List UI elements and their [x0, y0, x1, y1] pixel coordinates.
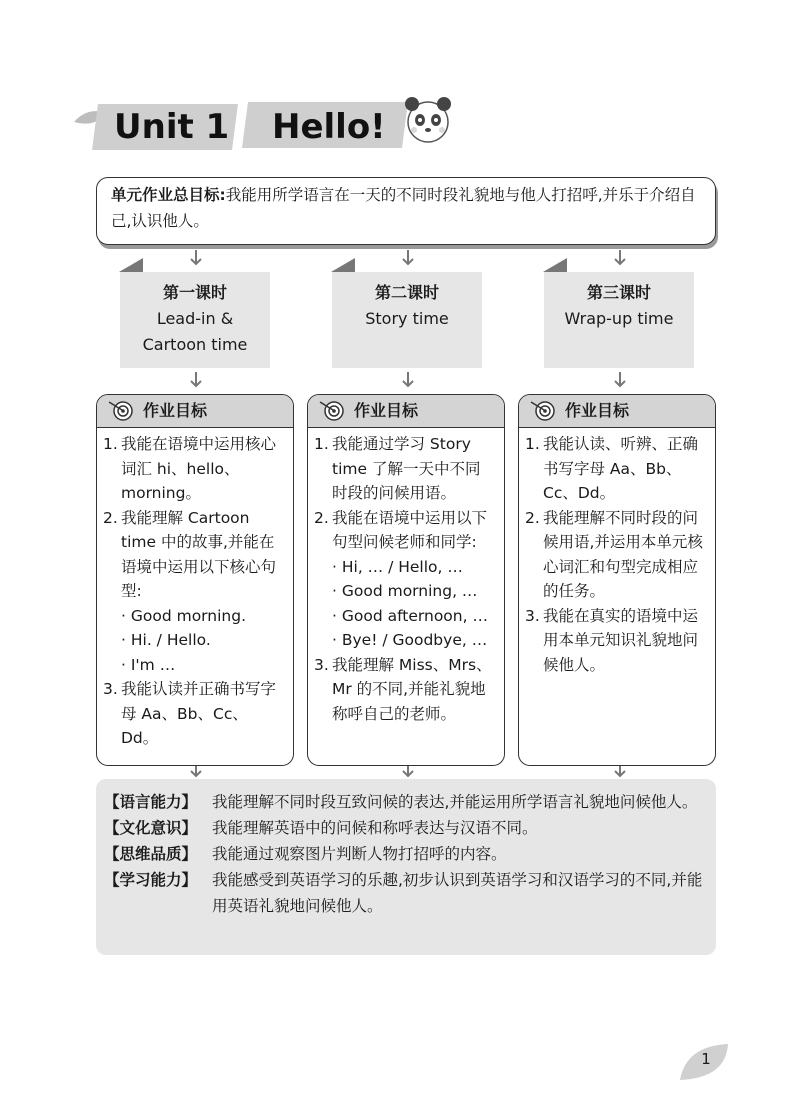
lesson-line: Cartoon time [142, 335, 248, 354]
ability-panel [96, 779, 716, 955]
goal-item [314, 432, 494, 506]
card-body [519, 428, 715, 677]
pattern-bullet: · Bye! / Goodbye, … [332, 631, 488, 649]
goal-item [103, 432, 283, 506]
goal-label: 单元作业总目标: [111, 186, 226, 204]
goal-item [525, 432, 705, 506]
lesson-line: Wrap-up time [564, 309, 674, 328]
goal-item [314, 653, 494, 727]
goal-card-3 [518, 394, 716, 766]
target-icon [318, 400, 346, 422]
item-text: 我能在语境中运用核心词汇 hi、hello、morning。 [121, 435, 277, 502]
arrow-down-icon [615, 250, 625, 264]
lesson-line: Lead-in & [156, 309, 234, 328]
pattern-bullet: · Good morning, … [332, 582, 478, 600]
ability-label: 【学习能力】 [104, 871, 198, 889]
unit-label: Unit 1 [114, 107, 230, 147]
lesson-box-2 [332, 272, 482, 368]
ability-text: 我能理解英语中的问候和称呼表达与汉语不同。 [212, 819, 538, 837]
page-number: 1 [701, 1050, 711, 1068]
fold-corner-icon [119, 258, 143, 272]
goal-card-2 [307, 394, 505, 766]
goal-item [525, 506, 705, 604]
arrow-down-icon [191, 372, 201, 386]
goal-text: 我能用所学语言在一天的不同时段礼貌地与他人打招呼,并乐于介绍自己,认识他人。 [111, 186, 696, 230]
fold-corner-icon [331, 258, 355, 272]
lesson-title: 第一课时 [162, 283, 227, 302]
card-heading [97, 395, 293, 428]
item-number: 3. [103, 680, 118, 698]
lesson-title: 第二课时 [374, 283, 439, 302]
ability-label: 【文化意识】 [104, 819, 198, 837]
item-number: 3. [314, 655, 329, 674]
item-text: 我能通过学习 Story time 了解一天中不同时段的问候用语。 [332, 435, 481, 502]
pattern-bullet: · Hi, … / Hello, … [332, 557, 463, 576]
item-number: 1. [103, 435, 118, 453]
arrow-down-icon [403, 372, 413, 386]
goal-item [103, 506, 283, 604]
card-heading-text: 作业目标 [143, 401, 208, 420]
pattern-bullet: · Hi. / Hello. [121, 631, 211, 649]
arrow-down-icon [403, 250, 413, 264]
item-text: 我能认读、听辨、正确书写字母 Aa、Bb、Cc、Dd。 [543, 435, 699, 502]
ability-label: 【语言能力】 [104, 793, 198, 811]
pattern-bullet: · Good afternoon, … [332, 606, 488, 625]
goal-item [525, 604, 705, 678]
arrow-down-icon [615, 372, 625, 386]
target-icon [107, 400, 135, 422]
item-text: 我能理解 Miss、Mrs、Mr 的不同,并能礼貌地称呼自己的老师。 [332, 655, 492, 723]
card-heading-text: 作业目标 [354, 401, 419, 420]
fold-corner-icon [543, 258, 567, 272]
item-text: 我能在真实的语境中运用本单元知识礼貌地问候他人。 [543, 606, 699, 674]
unit-title: Hello! [272, 107, 386, 147]
pattern-bullet: · Good morning. [121, 606, 246, 625]
arrow-down-icon [191, 250, 201, 264]
item-number: 1. [314, 435, 329, 453]
item-text: 我能认读并正确书写字母 Aa、Bb、Cc、Dd。 [121, 680, 277, 747]
ability-text: 我能通过观察图片判断人物打招呼的内容。 [212, 845, 507, 863]
ability-row [104, 867, 706, 919]
item-number: 3. [525, 606, 540, 625]
lesson-box-3 [544, 272, 694, 368]
item-text: 我能理解不同时段的问候用语,并运用本单元核心词汇和句型完成相应的任务。 [543, 508, 703, 600]
lesson-box-1 [120, 272, 270, 368]
card-body [97, 428, 293, 751]
card-heading [308, 395, 504, 428]
ability-text: 我能理解不同时段互致问候的表达,并能运用所学语言礼貌地问候他人。 [212, 793, 698, 811]
ability-row [104, 841, 706, 867]
goal-item [314, 506, 494, 555]
goal-card-1 [96, 394, 294, 766]
lesson-title: 第三课时 [586, 283, 651, 302]
lesson-line: Story time [365, 309, 449, 328]
ability-label: 【思维品质】 [104, 845, 198, 863]
ability-text: 我能感受到英语学习的乐趣,初步认识到英语学习和汉语学习的不同,并能用英语礼貌地问候他人。 [212, 871, 703, 915]
item-number: 1. [525, 435, 540, 453]
item-text: 我能在语境中运用以下句型问候老师和同学: [332, 508, 488, 551]
item-number: 2. [314, 508, 329, 527]
target-icon [529, 400, 557, 422]
ability-row [104, 789, 706, 815]
card-body [308, 428, 504, 726]
item-text: 我能理解 Cartoon time 中的故事,并能在语境中运用以下核心句型: [121, 508, 277, 600]
card-heading [519, 395, 715, 428]
ability-row [104, 815, 706, 841]
item-number: 2. [525, 508, 540, 527]
card-heading-text: 作业目标 [565, 401, 630, 420]
goal-item [103, 677, 283, 751]
item-number: 2. [103, 508, 118, 527]
pattern-bullet: · I'm … [121, 655, 176, 674]
